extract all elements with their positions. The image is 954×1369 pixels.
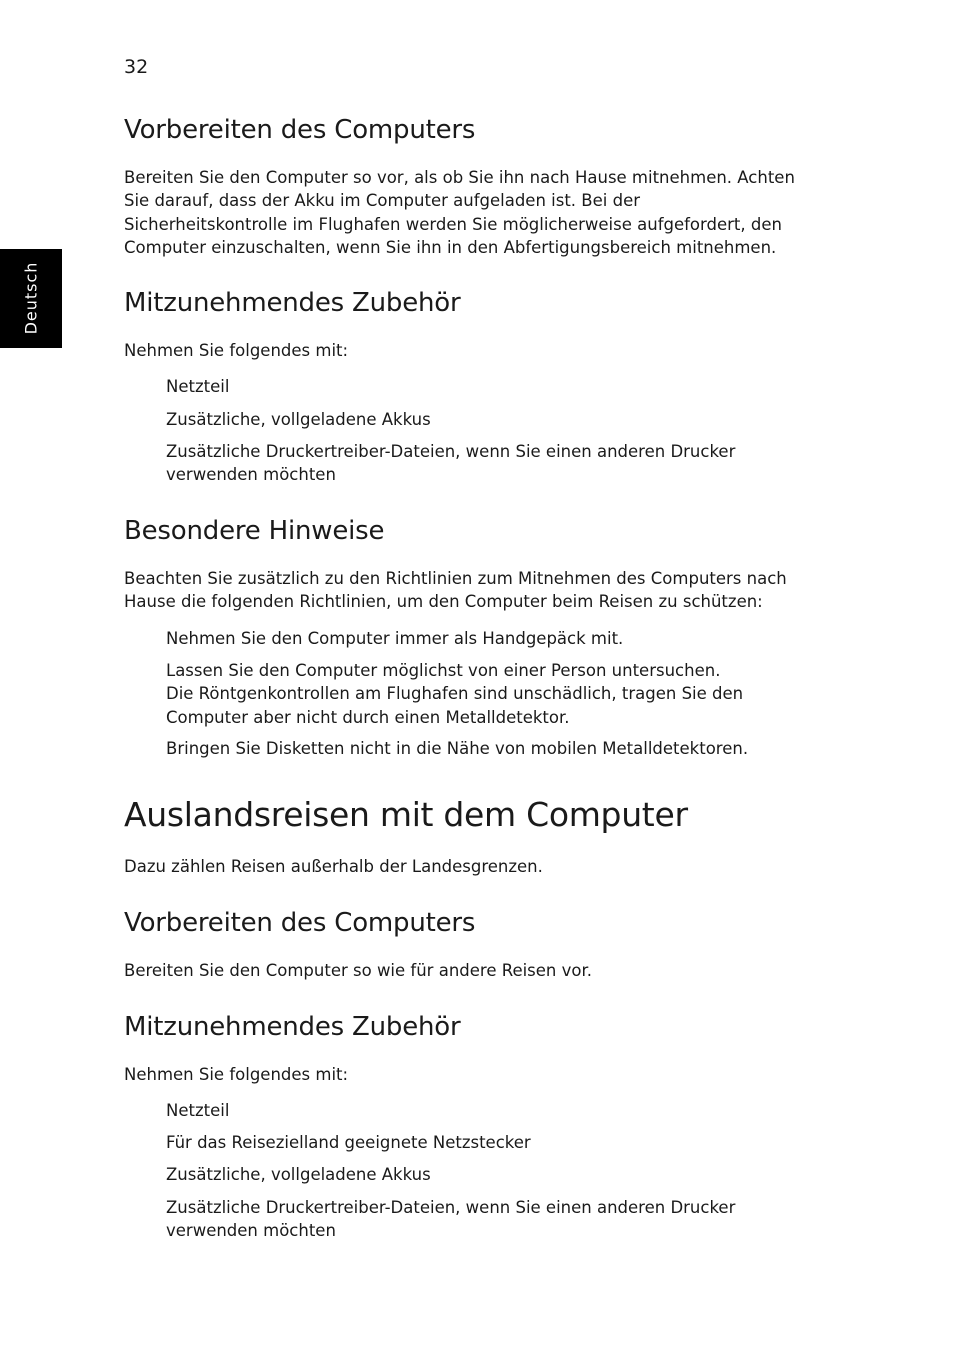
paragraph-prepare-computer-abroad: Bereiten Sie den Computer so wie für andere Reisen vor.	[124, 961, 593, 980]
text-line: verwenden möchten	[166, 465, 336, 485]
text-line: Für das Reisezielland geeignete Netzstecker	[166, 1133, 531, 1152]
text-line: Sicherheitskontrolle im Flughafen werden Sie möglicherweise aufgefordert, den	[124, 214, 782, 234]
text-line: Bringen Sie Disketten nicht in die Nähe von mobilen Metalldetektoren.	[166, 739, 749, 758]
text-line: Netzteil	[166, 1101, 230, 1120]
text-line: verwenden möchten	[166, 1221, 336, 1241]
paragraph-special-notes	[124, 567, 824, 614]
section-heading-prepare-computer: Vorbereiten des Computers	[124, 115, 476, 145]
list-item	[166, 440, 816, 487]
list-item	[166, 408, 816, 431]
text-line: Sie darauf, dass der Akku im Computer aufgeladen ist. Bei der	[124, 191, 641, 211]
section-heading-accessories-abroad: Mitzunehmendes Zubehör	[124, 1012, 461, 1042]
list-item	[166, 737, 816, 760]
paragraph-prepare-computer	[124, 166, 824, 259]
language-tab-label: Deutsch	[21, 261, 41, 335]
list-item	[166, 1196, 816, 1243]
list-item	[166, 659, 816, 729]
text-line: Hause die folgenden Richtlinien, um den Computer beim Reisen zu schützen:	[124, 592, 763, 612]
text-line: Zusätzliche, vollgeladene Akkus	[166, 1165, 431, 1184]
section-heading-accessories: Mitzunehmendes Zubehör	[124, 288, 461, 318]
section-heading-special-notes: Besondere Hinweise	[124, 516, 385, 546]
accessories-abroad-intro: Nehmen Sie folgendes mit:	[124, 1065, 349, 1084]
travel-abroad-intro: Dazu zählen Reisen außerhalb der Landesgrenzen.	[124, 857, 543, 876]
accessories-intro: Nehmen Sie folgendes mit:	[124, 341, 349, 360]
text-line: Die Röntgenkontrollen am Flughafen sind unschädlich, tragen Sie den	[166, 684, 744, 704]
list-item	[166, 375, 816, 398]
chapter-heading-travel-abroad: Auslandsreisen mit dem Computer	[124, 795, 688, 834]
text-line: Nehmen Sie den Computer immer als Handgepäck mit.	[166, 629, 624, 648]
section-heading-prepare-computer-abroad: Vorbereiten des Computers	[124, 908, 476, 938]
text-line: Computer aber nicht durch einen Metalldetektor.	[166, 707, 570, 727]
text-line: Beachten Sie zusätzlich zu den Richtlinien zum Mitnehmen des Computers nach	[124, 569, 787, 588]
list-item	[166, 1099, 816, 1122]
text-line: Zusätzliche Druckertreiber-Dateien, wenn Sie einen anderen Drucker	[166, 442, 736, 461]
page-number: 32	[124, 56, 149, 78]
text-line: Zusätzliche Druckertreiber-Dateien, wenn Sie einen anderen Drucker	[166, 1198, 736, 1217]
text-line: Netzteil	[166, 377, 230, 396]
text-line: Zusätzliche, vollgeladene Akkus	[166, 410, 431, 429]
list-item	[166, 1131, 816, 1154]
text-line: Lassen Sie den Computer möglichst von einer Person untersuchen.	[166, 661, 721, 680]
text-line: Computer einzuschalten, wenn Sie ihn in den Abfertigungsbereich mitnehmen.	[124, 237, 777, 257]
list-item	[166, 1163, 816, 1186]
text-line: Bereiten Sie den Computer so vor, als ob Sie ihn nach Hause mitnehmen. Achten	[124, 168, 795, 187]
list-item	[166, 627, 816, 650]
language-side-tab	[0, 249, 62, 348]
